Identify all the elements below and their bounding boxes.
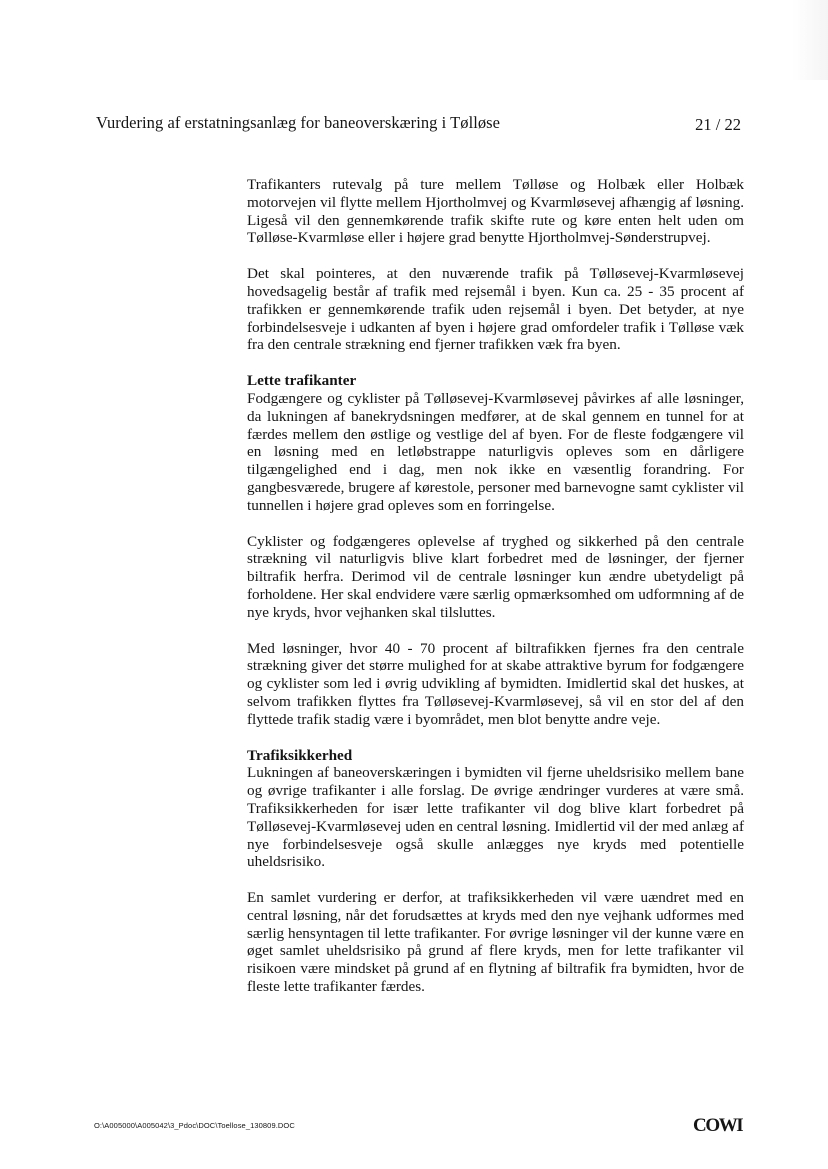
scan-edge-shadow (792, 0, 828, 80)
document-body (247, 176, 744, 996)
paragraph-urban-space: Med løsninger, hvor 40 - 70 procent af biltrafikken fjernes fra den centrale strækning giver det større mulighed for at skabe attraktive byrum for fodgængere og cyklister som led i øvrig udvikling af bymidten. Imidlertid skal det huskes, at selvom trafikken flyttes fra Tølløsevej-Kvarmløsevej, så vil en stor del af den flyttede trafik stadig være i byområdet, men blot benytte andre veje. (247, 639, 744, 728)
paragraph-route-choice: Trafikanters rutevalg på ture mellem Tølløse og Holbæk eller Holbæk motorvejen vil flytte mellem Hjortholmvej og Kvarmløsevej afhængig af løsning. Ligeså vil den gennemkørende trafik skifte rute og køre enten helt uden om Tølløse-Kvarmløse eller i højere grad benytte Hjortholmvej-Sønderstrupvej. (247, 176, 744, 247)
heading-traffic-safety: Trafiksikkerhed (247, 746, 353, 764)
paragraph-pedestrians-cyclists: Fodgængere og cyklister på Tølløsevej-Kvarmløsevej påvirkes af alle løsninger, da lukningen af banekrydsningen medfører, at de skal gennem en tunnel for at færdes mellem den østlige og vestlige del af byen. For de fleste fodgængere vil en løsning med en letløbstrappe naturligvis opleves som en dårligere tilgængelighed end i dag, men nok ikke en væsentlig forandring. For gangbesværede, brugere af kørestole, personer med barnevogne samt cyklister vil tunnellen i højere grad opleves som en forringelse. (247, 389, 744, 514)
paragraph-current-traffic: Det skal pointeres, at den nuværende trafik på Tølløsevej-Kvarmløsevej hovedsagelig består af trafik med rejsemål i byen. Kun ca. 25 - 35 procent af trafikken er gennemkørende trafik uden rejsemål i byen. Det betyder, at nye forbindelsesveje i udkanten af byen i højere grad omfordeler trafik i Tølløse væk fra den centrale strækning end fjerner trafikken væk fra byen. (247, 265, 744, 354)
heading-light-road-users: Lette trafikanter (247, 372, 357, 390)
paragraph-safety-experience: Cyklister og fodgængeres oplevelse af tryghed og sikkerhed på den centrale strækning vil naturligvis blive klart forbedret med de løsninger, der fjerner biltrafik herfra. Derimod vil de centrale løsninger kun ændre ubetydeligt på forholdene. Her skal endvidere være særlig opmærksomhed om udformning af de nye kryds, hvor vejhanken skal tilsluttes. (247, 532, 744, 621)
header-title: Vurdering af erstatningsanlæg for baneoverskæring i Tølløse (96, 113, 500, 132)
cowi-logo: COWI (693, 1115, 743, 1136)
paragraph-overall-assessment: En samlet vurdering er derfor, at trafiksikkerheden vil være uændret med en central løsning, når det forudsættes at kryds med den nye vejhank udformes med særlig hensyntagen til lette trafikanter. For øvrige løsninger vil der kunne være en øget samlet uheldsrisiko på grund af flere kryds, men for lette trafikanter vil risikoen være mindsket på grund af en flytning af biltrafik fra bymidten, hvor de fleste lette trafikanter færdes. (247, 889, 744, 996)
page-number: 21 / 22 (695, 115, 741, 134)
paragraph-crossing-closure: Lukningen af baneoverskæringen i bymidten vil fjerne uheldsrisiko mellem bane og øvrige trafikanter i alle forslag. De øvrige ændringer vurderes at være små. Trafiksikkerheden for især lette trafikanter vil dog blive klart forbedret på Tølløsevej-Kvarmløsevej uden en central løsning. Imidlertid vil der med anlæg af nye forbindelsesveje også skulle anlægges nye kryds med potentielle uheldsrisiko. (247, 764, 744, 871)
footer-file-path: O:\A005000\A005042\3_Pdoc\DOC\Toellose_130809.DOC (94, 1121, 295, 1130)
